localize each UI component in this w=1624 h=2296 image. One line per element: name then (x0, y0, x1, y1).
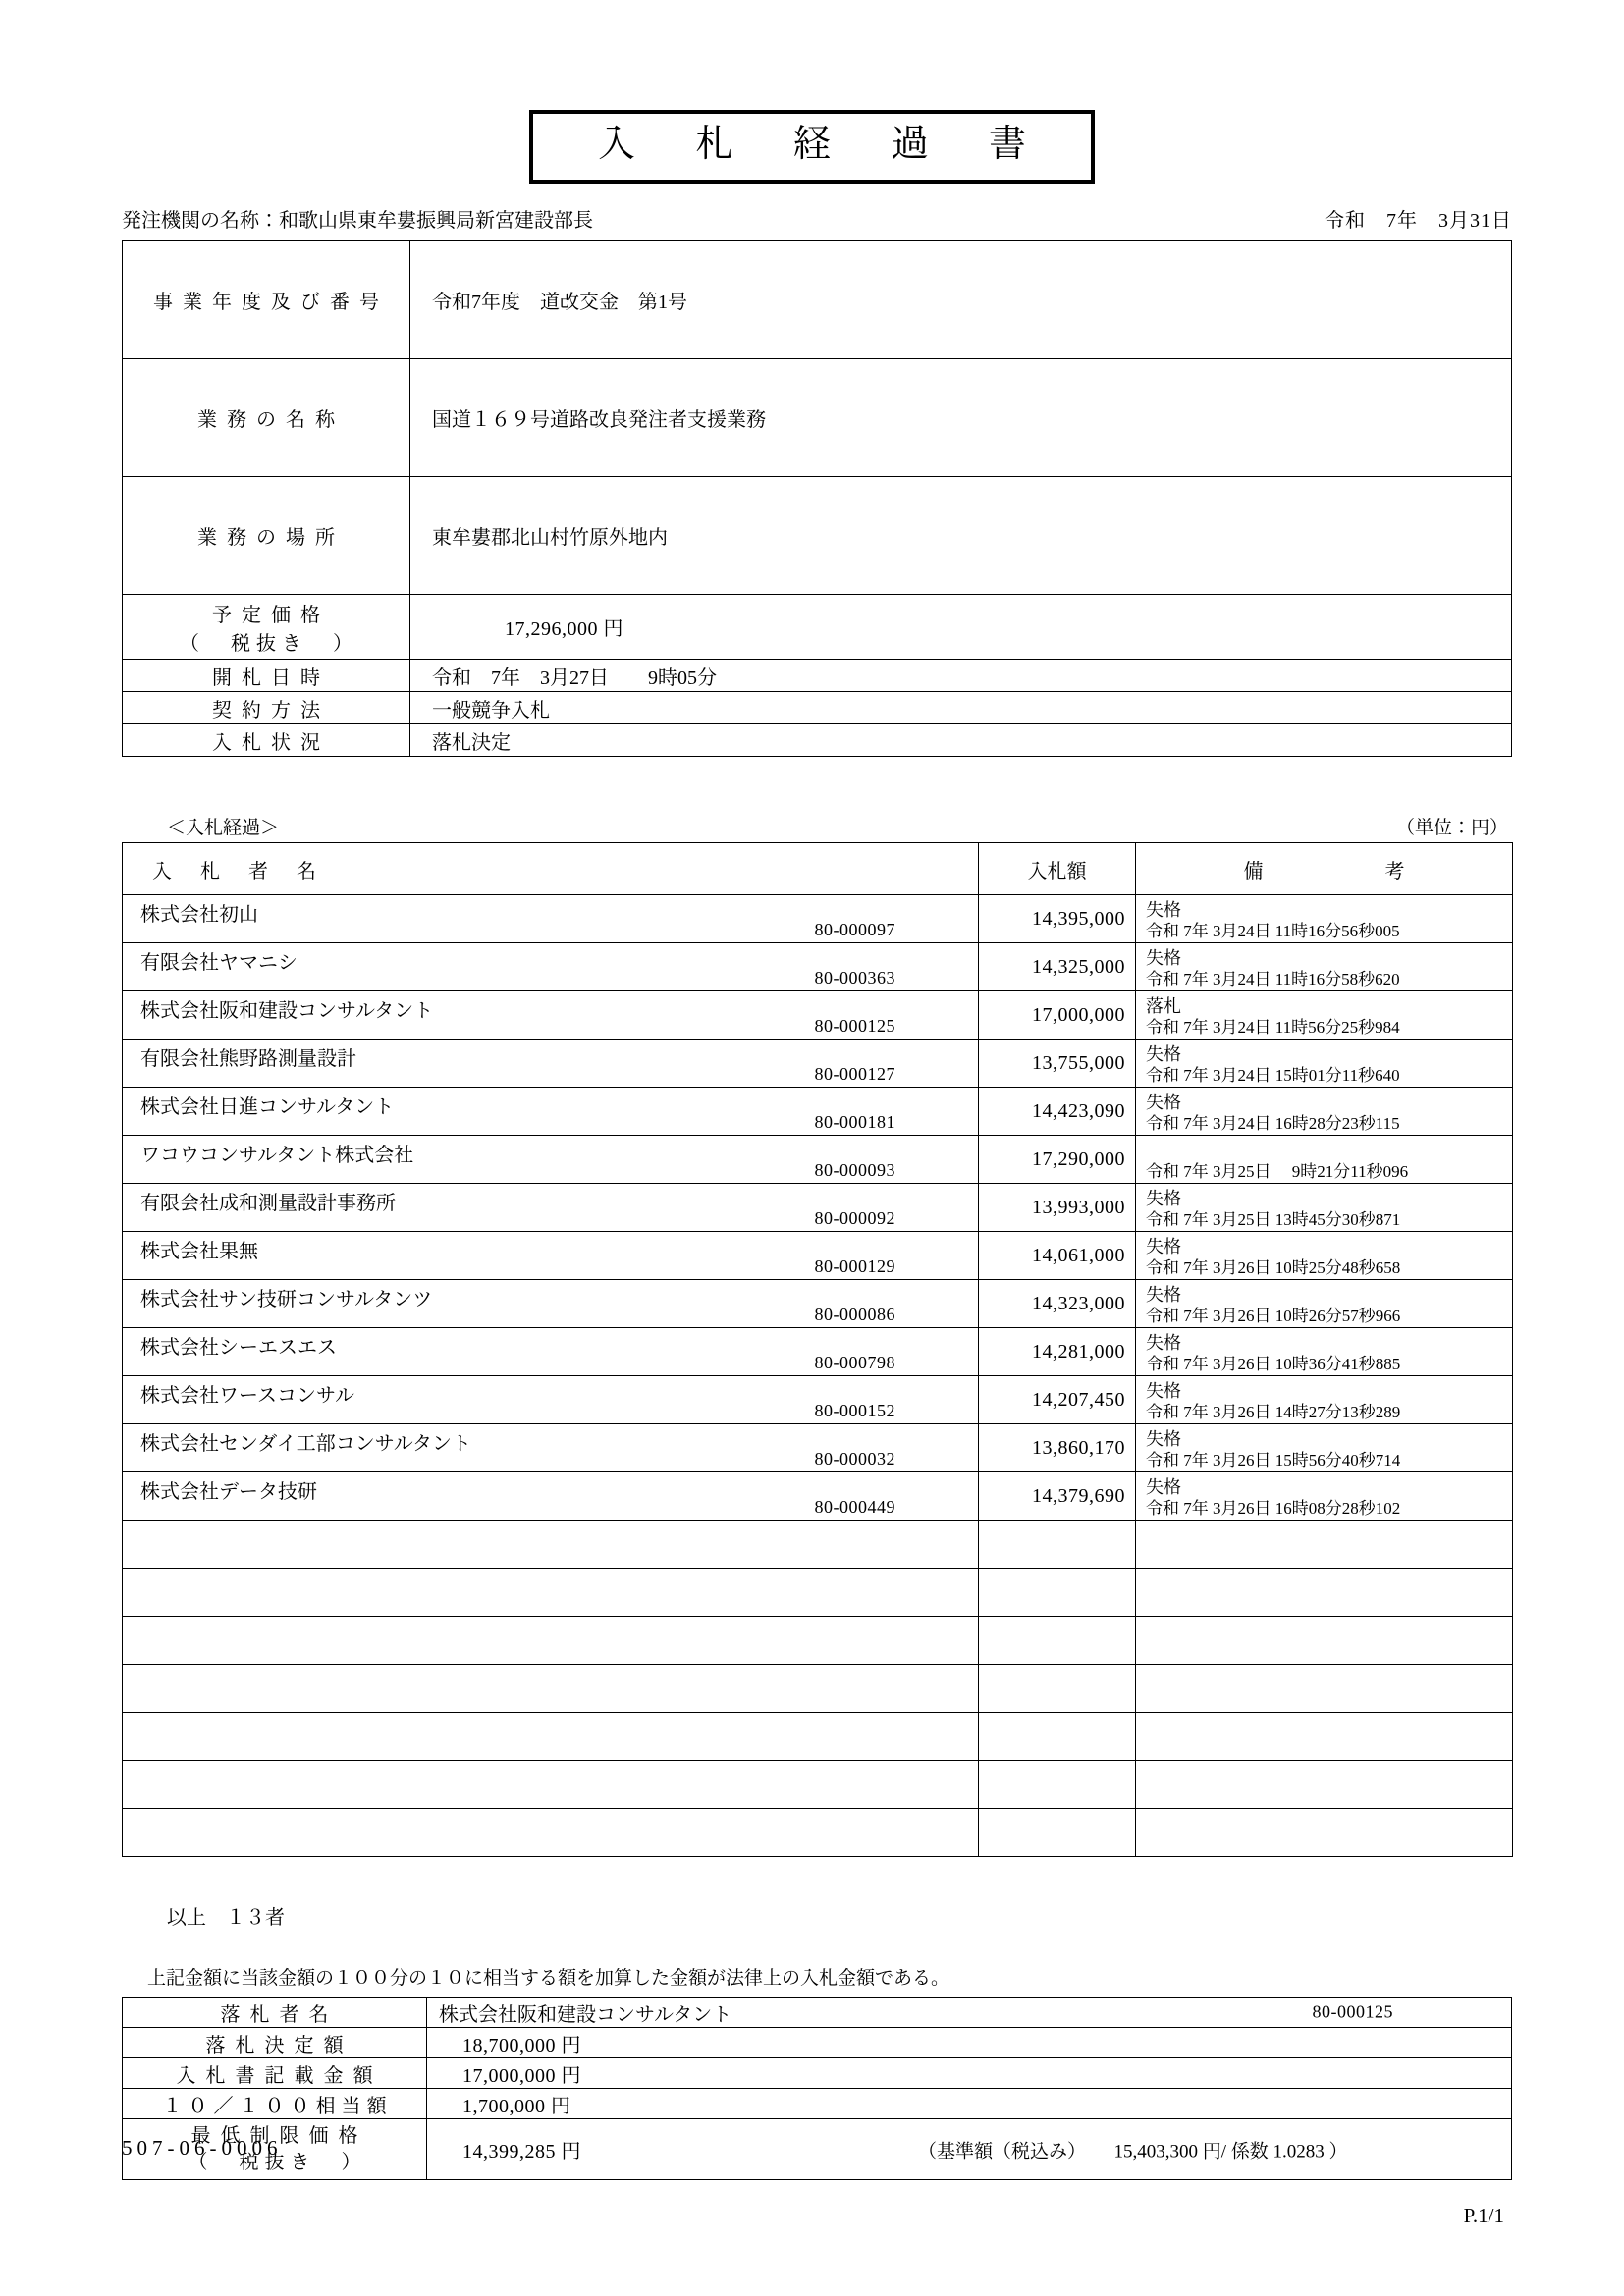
label-text: 入札書記載金額 (176, 2064, 383, 2087)
bid-amount-cell: 14,395,000 (979, 895, 1136, 943)
table-row (123, 1232, 1513, 1280)
remark-cell (1136, 1184, 1513, 1232)
bid-amount-cell (979, 1761, 1136, 1809)
label-subtext: （ 税抜き ） (180, 632, 358, 655)
table-row (123, 2058, 1512, 2089)
bidder-name-text: 株式会社センダイ工部コンサルタント (140, 1433, 471, 1455)
bid-timestamp: 令和 7年 3月26日 16時08分28秒102 (1146, 1499, 1401, 1518)
bid-amount-cell: 14,379,690 (979, 1472, 1136, 1521)
info-label-service-name (123, 359, 410, 477)
bidder-name-cell (123, 991, 979, 1040)
table-row (123, 2119, 1512, 2180)
bidder-registration-code: 80-000363 (814, 968, 895, 988)
bidder-name-text: 有限会社熊野路測量設計 (140, 1048, 356, 1070)
table-row-empty (123, 1809, 1513, 1857)
bid-amount-cell (979, 1569, 1136, 1617)
bidder-name-cell (123, 895, 979, 943)
remark-cell (1136, 1569, 1513, 1617)
bid-status-badge: 失格 (1146, 1333, 1181, 1353)
result-label-ten-percent (123, 2089, 427, 2119)
bid-amount-cell (979, 1521, 1136, 1569)
bidder-registration-code: 80-000125 (814, 1016, 895, 1036)
result-value-winner (427, 1998, 1512, 2028)
decision-amount-text: 18,700,000 円 (462, 2034, 581, 2056)
legal-amount-note: 上記金額に当該金額の１００分の１０に相当する額を加算した金額が法律上の入札金額である。 (147, 1968, 950, 1989)
info-value-opening-datetime: 令和 7年 3月27日 9時05分 (410, 660, 1512, 692)
award-result-table (122, 1997, 1512, 2180)
table-row-empty (123, 1569, 1513, 1617)
bidder-registration-code: 80-000032 (814, 1449, 895, 1468)
bidder-name-cell (123, 1088, 979, 1136)
table-row (123, 943, 1513, 991)
bid-timestamp: 令和 7年 3月26日 10時25分48秒658 (1146, 1258, 1401, 1277)
project-info-table (122, 240, 1512, 757)
remark-cell (1136, 1713, 1513, 1761)
table-row (123, 1424, 1513, 1472)
table-row (123, 1328, 1513, 1376)
table-row (123, 595, 1512, 660)
table-row (123, 2028, 1512, 2058)
remark-cell (1136, 1424, 1513, 1472)
table-row (123, 1376, 1513, 1424)
remark-cell (1136, 1761, 1513, 1809)
bidder-name-text: 株式会社阪和建設コンサルタント (140, 1000, 434, 1022)
label-text: 予定価格 (212, 604, 330, 626)
bidder-name-cell (123, 1809, 979, 1857)
document-title-wrapper (0, 110, 1624, 184)
bidder-name-cell (123, 1136, 979, 1184)
bidder-name-cell (123, 1424, 979, 1472)
info-label-service-location (123, 477, 410, 595)
bidder-registration-code: 80-000798 (814, 1353, 895, 1372)
bidder-name-text: 有限会社成和測量設計事務所 (140, 1193, 396, 1214)
bid-amount-cell (979, 1713, 1136, 1761)
result-label-decision-amount (123, 2028, 427, 2058)
remark-cell (1136, 895, 1513, 943)
label-text: 落札決定額 (205, 2034, 353, 2056)
label-text: 落札者名 (220, 2003, 339, 2026)
bidder-name-text: ワコウコンサルタント株式会社 (140, 1145, 414, 1166)
remark-cell (1136, 1088, 1513, 1136)
page-number: P.1/1 (1463, 2204, 1504, 2227)
bid-timestamp: 令和 7年 3月24日 16時28分23秒115 (1146, 1114, 1400, 1133)
column-header-bidder: 入 札 者 名 (123, 843, 979, 895)
bidder-name-text: 株式会社ワースコンサル (140, 1385, 354, 1407)
form-code: 507-06-0006 (122, 2136, 283, 2160)
table-row-empty (123, 1761, 1513, 1809)
remark-cell (1136, 1328, 1513, 1376)
bidder-name-cell (123, 1761, 979, 1809)
label-text: 事業年度及び番号 (153, 292, 389, 313)
info-label-estimated-price (123, 595, 410, 660)
bid-status-badge: 失格 (1146, 1093, 1181, 1112)
bidder-registration-code: 80-000097 (814, 920, 895, 939)
remark-cell (1136, 943, 1513, 991)
bid-status-badge: 失格 (1146, 1237, 1181, 1256)
table-row (123, 2089, 1512, 2119)
label-text: 業務の名称 (197, 409, 345, 431)
bidder-name-cell (123, 1184, 979, 1232)
info-label-bid-status (123, 724, 410, 757)
table-row (123, 1472, 1513, 1521)
table-row (123, 724, 1512, 757)
bidder-name-cell (123, 1713, 979, 1761)
issue-date: 令和 7年 3月31日 (1325, 210, 1512, 232)
bid-amount-cell: 13,993,000 (979, 1184, 1136, 1232)
label-text: 業務の場所 (197, 527, 345, 549)
info-value-service-name: 国道１６９号道路改良発注者支援業務 (410, 359, 1512, 477)
label-text: 入札状況 (212, 731, 330, 754)
info-value-estimated-price: 17,296,000 円 (410, 595, 1512, 660)
info-label-fiscal-year (123, 241, 410, 359)
bidder-registration-code: 80-000092 (814, 1208, 895, 1228)
bid-timestamp: 令和 7年 3月24日 11時16分58秒620 (1146, 970, 1400, 988)
remark-cell (1136, 1617, 1513, 1665)
bid-amount-cell (979, 1809, 1136, 1857)
label-text: 開札日時 (212, 667, 330, 689)
table-row (123, 1280, 1513, 1328)
bid-amount-cell (979, 1617, 1136, 1665)
remark-cell (1136, 1809, 1513, 1857)
bidder-name-cell (123, 1376, 979, 1424)
table-row-empty (123, 1617, 1513, 1665)
currency-unit-note: （単位：円） (1395, 818, 1508, 838)
bidder-name-cell (123, 1521, 979, 1569)
info-label-opening-datetime (123, 660, 410, 692)
bid-timestamp: 令和 7年 3月26日 14時27分13秒289 (1146, 1403, 1401, 1421)
bid-process-caption: ＜入札経過＞ (167, 818, 280, 838)
bidder-name-cell (123, 1569, 979, 1617)
result-label-written-amount (123, 2058, 427, 2089)
table-row (123, 1040, 1513, 1088)
bidder-name-cell (123, 1328, 979, 1376)
result-value-decision-amount (427, 2028, 1512, 2058)
bid-process-table (122, 842, 1513, 1857)
bid-status-badge: 失格 (1146, 1285, 1181, 1305)
info-value-service-location: 東牟婁郡北山村竹原外地内 (410, 477, 1512, 595)
bid-status-badge: 失格 (1146, 1189, 1181, 1208)
remark-cell (1136, 1280, 1513, 1328)
remark-cell (1136, 1136, 1513, 1184)
table-row (123, 692, 1512, 724)
bidder-registration-code: 80-000181 (814, 1112, 895, 1132)
column-header-remark: 備 考 (1136, 843, 1513, 895)
bid-amount-cell: 17,290,000 (979, 1136, 1136, 1184)
bid-timestamp: 令和 7年 3月24日 11時56分25秒984 (1146, 1018, 1400, 1037)
bid-status-badge: 失格 (1146, 1381, 1181, 1401)
bidder-name-cell (123, 1617, 979, 1665)
table-row (123, 991, 1513, 1040)
bidder-registration-code: 80-000449 (814, 1497, 895, 1517)
bidder-registration-code: 80-000129 (814, 1256, 895, 1276)
bid-status-badge: 失格 (1146, 1429, 1181, 1449)
label-text: １０／１００相当額 (162, 2095, 393, 2117)
bidder-registration-code: 80-000086 (814, 1305, 895, 1324)
bid-timestamp: 令和 7年 3月26日 10時26分57秒966 (1146, 1307, 1401, 1325)
bid-status-badge: 失格 (1146, 1477, 1181, 1497)
bid-timestamp: 令和 7年 3月24日 11時16分56秒005 (1146, 922, 1400, 940)
ten-percent-amount-text: 1,700,000 円 (462, 2095, 571, 2117)
remark-cell (1136, 1232, 1513, 1280)
result-value-minimum-price (427, 2119, 1512, 2180)
table-row (123, 895, 1513, 943)
bid-status-badge: 失格 (1146, 948, 1181, 968)
table-row (123, 241, 1512, 359)
bidder-name-text: 株式会社シーエスエス (140, 1337, 337, 1359)
bid-timestamp: 令和 7年 3月26日 15時56分40秒714 (1146, 1451, 1401, 1469)
bidder-name-cell (123, 1472, 979, 1521)
label-text: 契約方法 (212, 699, 330, 721)
bid-status-badge: 失格 (1146, 900, 1181, 920)
table-row (123, 1136, 1513, 1184)
bidder-name-cell (123, 1280, 979, 1328)
bidder-name-text: 有限会社ヤマニシ (140, 952, 298, 974)
table-row-empty (123, 1665, 1513, 1713)
column-header-amount: 入札額 (979, 843, 1136, 895)
bidder-name-text: 株式会社日進コンサルタント (140, 1096, 395, 1118)
bid-timestamp: 令和 7年 3月26日 10時36分41秒885 (1146, 1355, 1401, 1373)
bid-status-badge: 失格 (1146, 1044, 1181, 1064)
bidder-name-cell (123, 943, 979, 991)
bidder-registration-code: 80-000127 (814, 1064, 895, 1084)
bidder-name-text: 株式会社サン技研コンサルタンツ (140, 1289, 433, 1310)
remark-cell (1136, 1040, 1513, 1088)
bid-amount-cell (979, 1665, 1136, 1713)
result-value-written-amount (427, 2058, 1512, 2089)
bid-amount-cell: 17,000,000 (979, 991, 1136, 1040)
bid-amount-cell: 14,325,000 (979, 943, 1136, 991)
info-value-contract-method: 一般競争入札 (410, 692, 1512, 724)
table-header-row (123, 843, 1513, 895)
bid-amount-cell: 14,423,090 (979, 1088, 1136, 1136)
bid-status-badge: 落札 (1146, 996, 1181, 1016)
winner-name-text: 株式会社阪和建設コンサルタント (439, 2003, 732, 2026)
minimum-price-basis-note: （基準額（税込み） 15,403,300 円/ 係数 1.0283 ） (918, 2141, 1348, 2162)
info-label-contract-method (123, 692, 410, 724)
result-label-winner (123, 1998, 427, 2028)
table-row (123, 1088, 1513, 1136)
bidder-name-cell (123, 1232, 979, 1280)
bid-amount-cell: 13,755,000 (979, 1040, 1136, 1088)
table-row (123, 359, 1512, 477)
bidder-name-cell (123, 1665, 979, 1713)
bidder-name-cell (123, 1040, 979, 1088)
table-row-empty (123, 1713, 1513, 1761)
written-amount-text: 17,000,000 円 (462, 2064, 581, 2087)
bidder-name-text: 株式会社果無 (140, 1241, 258, 1262)
remark-cell (1136, 1665, 1513, 1713)
remark-cell (1136, 1521, 1513, 1569)
table-row (123, 1184, 1513, 1232)
remark-cell (1136, 991, 1513, 1040)
table-row-empty (123, 1521, 1513, 1569)
bid-amount-cell: 14,061,000 (979, 1232, 1136, 1280)
info-value-bid-status: 落札決定 (410, 724, 1512, 757)
label-subtext: （ 税抜き ） (188, 2151, 367, 2173)
bid-timestamp: 令和 7年 3月25日 9時21分11秒096 (1146, 1162, 1409, 1181)
winner-registration-code: 80-000125 (1312, 2002, 1393, 2022)
bidder-registration-code: 80-000152 (814, 1401, 895, 1420)
bid-amount-cell: 14,207,450 (979, 1376, 1136, 1424)
bid-amount-cell: 13,860,170 (979, 1424, 1136, 1472)
table-row (123, 1998, 1512, 2028)
page-title: 入 札 経 過 書 (529, 110, 1095, 184)
bidder-registration-code: 80-000093 (814, 1160, 895, 1180)
bidder-count-note: 以上 １３者 (167, 1907, 285, 1929)
bidder-name-text: 株式会社データ技研 (140, 1481, 317, 1503)
remark-cell (1136, 1472, 1513, 1521)
bid-amount-cell: 14,281,000 (979, 1328, 1136, 1376)
issuing-organization: 発注機関の名称：和歌山県東牟婁振興局新宮建設部長 (122, 210, 593, 232)
bid-timestamp: 令和 7年 3月24日 15時01分11秒640 (1146, 1066, 1400, 1085)
bid-timestamp: 令和 7年 3月25日 13時45分30秒871 (1146, 1210, 1401, 1229)
bid-amount-cell: 14,323,000 (979, 1280, 1136, 1328)
info-value-fiscal-year: 令和7年度 道改交金 第1号 (410, 241, 1512, 359)
result-value-ten-percent (427, 2089, 1512, 2119)
bidder-name-text: 株式会社初山 (140, 904, 258, 926)
label-text: 最低制限価格 (190, 2125, 368, 2148)
table-row (123, 660, 1512, 692)
minimum-price-amount-text: 14,399,285 円 (462, 2141, 581, 2163)
remark-cell (1136, 1376, 1513, 1424)
table-row (123, 477, 1512, 595)
